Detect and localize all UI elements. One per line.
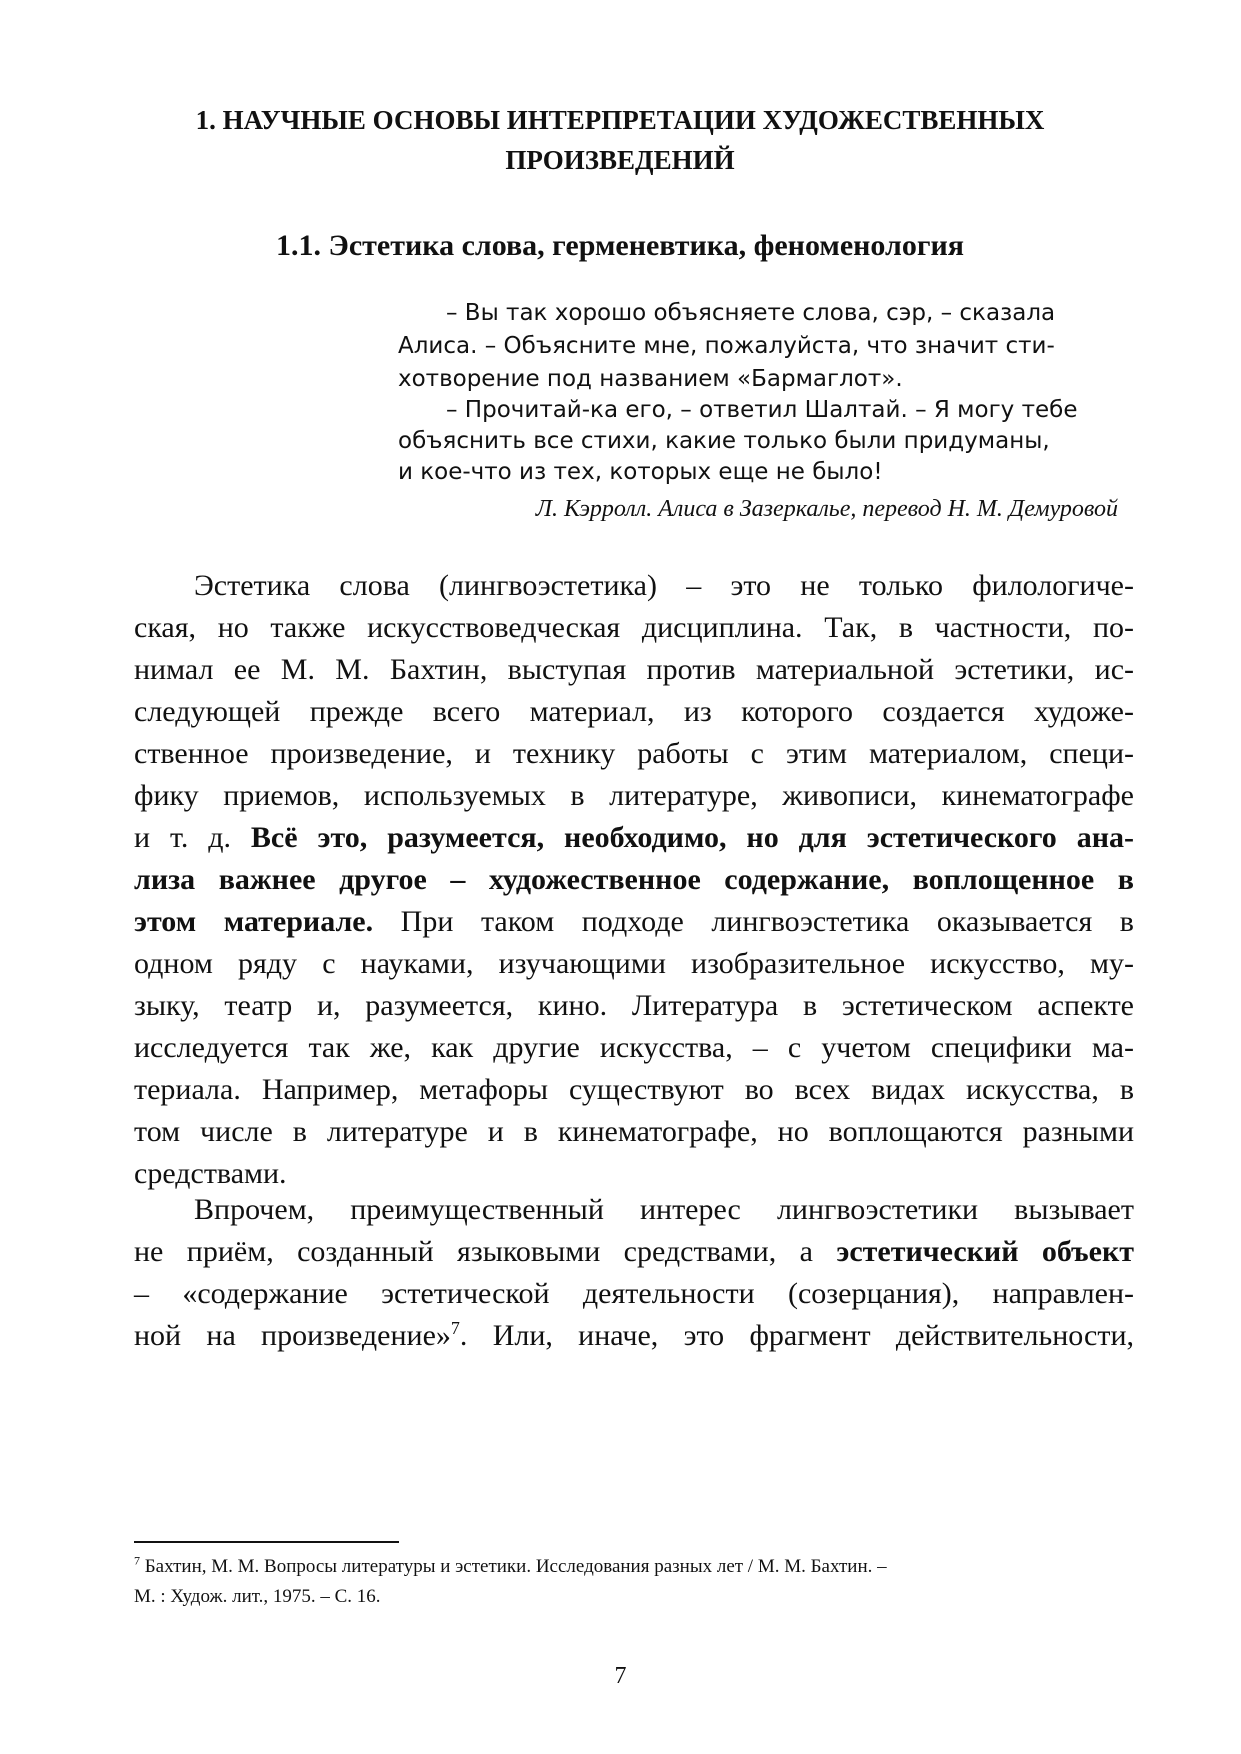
text-plain: не приём, созданный языковыми средствами, а <box>134 1235 837 1268</box>
epigraph-source: Л. Кэрролл. Алиса в Зазеркалье, перевод Н. М. Демуровой <box>535 496 1118 522</box>
text-plain: и т. д. <box>134 821 251 854</box>
text-line: исследуется так же, как другие искусства, – с учетом специфики ма- <box>134 1031 1134 1064</box>
epigraph-line: хотворение под названием «Бармаглот». <box>398 366 903 392</box>
text-line: Впрочем, преимущественный интерес лингвоэстетики вызывает <box>194 1193 1134 1226</box>
footnote-line <box>134 1552 1134 1582</box>
text-line: нимал ее М. М. Бахтин, выступая против материальной эстетики, ис- <box>134 653 1134 686</box>
chapter-title-line-2: ПРОИЗВЕДЕНИЙ <box>505 145 735 175</box>
epigraph-line: – Прочитай-ка его, – ответил Шалтай. – Я могу тебе <box>446 397 1078 423</box>
text-plain: При таком подходе лингвоэстетика оказывается в <box>373 905 1134 938</box>
footnote-divider <box>134 1541 399 1543</box>
text-line: фику приемов, используемых в литературе, живописи, кинематографе <box>134 779 1134 812</box>
text-line: зыку, театр и, разумеется, кино. Литература в эстетическом аспекте <box>134 989 1134 1022</box>
epigraph-line: объяснить все стихи, какие только были придуманы, <box>398 428 1050 454</box>
paragraph-1 <box>134 565 1134 1195</box>
epigraph-line: – Вы так хорошо объясняете слова, сэр, – сказала <box>446 300 1056 326</box>
text-line <box>134 817 1134 859</box>
text-line: Эстетика слова (лингвоэстетика) – это не только филологиче- <box>194 569 1134 602</box>
text-line: териала. Например, метафоры существуют во всех видах искусства, в <box>134 1073 1134 1106</box>
text-bold: Всё это, разумеется, необходимо, но для эстетического ана- <box>250 821 1134 854</box>
text-bold: этом материале. <box>134 905 374 938</box>
page-number: 7 <box>614 1663 627 1689</box>
footnote-text: Бахтин, М. М. Вопросы литературы и эстетики. Исследования разных лет / М. М. Бахтин. – <box>140 1556 887 1577</box>
epigraph-line: Алиса. – Объясните мне, пожалуйста, что значит сти- <box>398 333 1055 359</box>
text-line: ственное произведение, и технику работы с этим материалом, специ- <box>134 737 1134 770</box>
text-bold: эстетический объект <box>836 1235 1134 1268</box>
text-line: ская, но также искусствоведческая дисциплина. Так, в частности, по- <box>134 611 1134 644</box>
footnote-marker: 7 <box>134 1553 140 1568</box>
section-title: 1.1. Эстетика слова, герменевтика, феноменология <box>276 229 964 262</box>
text-plain: ной на произведение» <box>134 1319 451 1352</box>
text-line <box>134 901 1134 943</box>
text-plain: . Или, иначе, это фрагмент действительности, <box>459 1319 1134 1352</box>
text-line: следующей прежде всего материал, из которого создается художе- <box>134 695 1134 728</box>
footnote <box>134 1552 1134 1612</box>
text-line: одном ряду с науками, изучающими изобразительное искусство, му- <box>134 947 1134 980</box>
text-line <box>134 1231 1134 1273</box>
chapter-title <box>140 100 1100 180</box>
text-line: – «содержание эстетической деятельности (созерцания), направлен- <box>134 1277 1134 1310</box>
epigraph-line: и кое-что из тех, которых еще не было! <box>398 459 883 485</box>
text-line: том числе в литературе и в кинематографе, но воплощаются разными <box>134 1115 1134 1148</box>
paragraph-2 <box>134 1189 1134 1357</box>
text-line <box>134 1315 1134 1357</box>
text-line-bold: лиза важнее другое – художественное содержание, воплощенное в <box>134 863 1134 896</box>
footnote-reference[interactable]: 7 <box>450 1318 460 1338</box>
footnote-line: М. : Худож. лит., 1975. – С. 16. <box>134 1586 381 1607</box>
chapter-title-line-1: 1. НАУЧНЫЕ ОСНОВЫ ИНТЕРПРЕТАЦИИ ХУДОЖЕСТВЕННЫХ <box>195 105 1045 135</box>
text-line: средствами. <box>134 1157 287 1190</box>
